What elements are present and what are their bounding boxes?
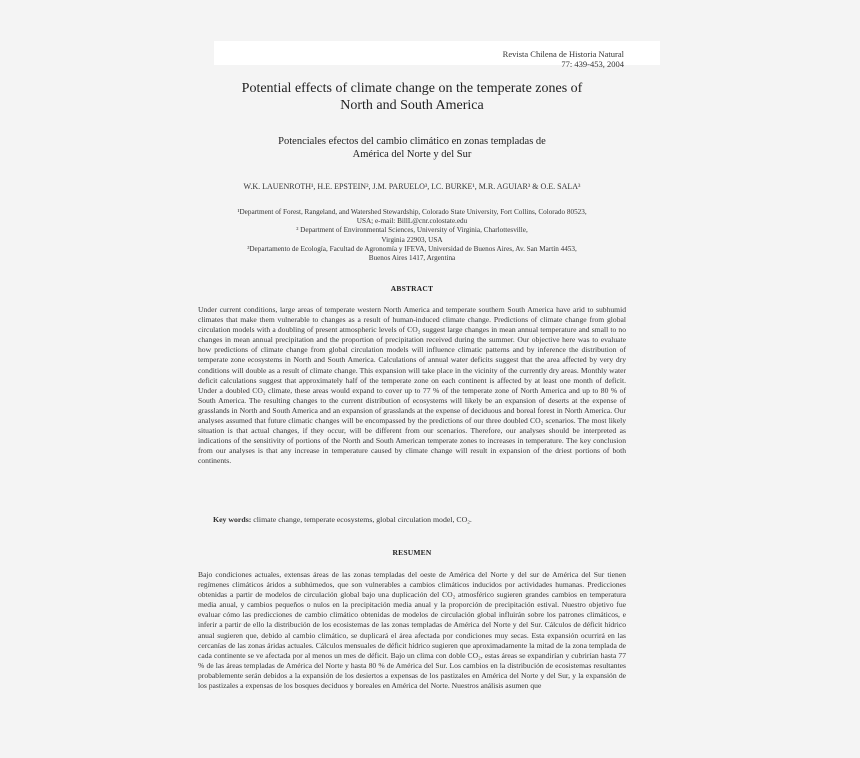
affiliation-line: ³Departamento de Ecología, Facultad de Agronomía y IFEVA, Universidad de Buenos Aires, Av. San Martín 4453, — [247, 244, 577, 253]
affiliations — [196, 208, 628, 263]
resumen-text: Bajo condiciones actuales, extensas áreas de las zonas templadas del oeste de América del Norte y del sur de América del Sur tienen regímenes climáticos áridos a subhúmedos, que son vulnerables a cambios climáticos inducidos por actividades humanas. Predicciones obtenidas a partir de modelos de circulación global bajo una duplicación del CO₂ atmosférico sugieren grandes cambios en temperatura media anual, y cambios pequeños o nulos en la precipitación media anual y la proporción de precipitación estival. Nuestro objetivo fue evaluar cómo las predicciones de cambio climático obtenidas de modelos de circulación global influirán sobre los patrones climáticos, e inferir a partir de ello la distribución de los ecosistemas de las zonas templadas de América del Norte y del Sur. Cálculos de déficit hídrico anual sugieren que, debido al cambio climático, se duplicará el área afectada por condiciones muy secas. Esta expansión ocurrirá en las cercanías de las zonas áridas actuales. Cálculos mensuales de déficit hídrico sugieren que aproximadamente la mitad de la zona templada de cada continente se ve afectada por al menos un mes de déficit. Bajo un clima con doble CO₂, estas áreas se expandirían y cubrirían hasta 77 % de las áreas templadas de América del Norte y hasta 80 % de América del Sur. Los cambios en la distribución de ecosistemas resultantes probablemente serán debidos a la expansión de los desiertos a expensas de los pastizales en América del Norte y del Sur, y la expansión de los pastizales a expensas de los bosques deciduos y boreales en América del Norte. Nuestros análisis asumen que — [198, 570, 626, 691]
affiliation-line: Buenos Aires 1417, Argentina — [368, 254, 456, 263]
paper-subtitle — [200, 135, 624, 161]
paper-subtitle-line: América del Norte y del Sur — [352, 149, 472, 160]
affiliation-line: ¹Department of Forest, Rangeland, and Watershed Stewardship, Colorado State University, Fort Collins, Colorado 80523, — [237, 208, 587, 216]
journal-header — [214, 41, 660, 69]
affiliation-line: ² Department of Environmental Sciences, University of Virginia, Charlottesville, — [296, 226, 528, 235]
paper-title-line: Potential effects of climate change on the temperate zones of — [241, 81, 583, 96]
keywords — [213, 515, 626, 525]
abstract-text: Under current conditions, large areas of temperate western North America and temperate southern South America have arid to subhumid climates that make them vulnerable to changes as a result of human-induced climate change. Predictions of climate change from global circulation models with a doubling of present atmospheric levels of CO₂ suggest large changes in mean annual temperature and small to no changes in mean annual precipitation and the proportion of precipitation received during the summer. Our objective here was to evaluate how predictions of climate change from global circulation models will influence climatic patterns and by inference the distribution of temperate zone ecosystems in North and South America. Calculations of annual water deficits suggest that the area affected by very dry conditions will double as a result of climate change. This expansion will take place in the vicinity of the currently dry areas. Monthly water deficit calculations suggest that approximately half of the temperate zone on each continent is affected by at least one month of deficit. Under a doubled CO₂ climate, these areas would expand to cover up to 77 % of the temperate zone of North America and up to 80 % of South America. The resulting changes to the current distribution of ecosystems will likely be an expansion of deserts at the expense of grasslands in North and South America and an expansion of grasslands at the expense of deciduous and boreal forest in North America. Our analyses assumed that future climatic changes will be encompassed by the predictions of our three doubled CO₂ scenarios. The most likely situation is that actual changes, if they occur, will be different from our scenarios. Therefore, our analyses should be interpreted as indications of the sensitivity of portions of the North and South American temperate zones to increases in temperature. The key conclusion from our analyses is that any increase in temperature caused by climate change will result in expansion of the driest portions of both continents. — [198, 305, 626, 466]
journal-citation — [503, 49, 624, 69]
abstract-heading: ABSTRACT — [390, 284, 434, 293]
affiliation-line: Virginia 22903, USA — [381, 235, 443, 244]
keywords-label: Key words: — [213, 515, 252, 524]
journal-name: Revista Chilena de Historia Natural — [502, 49, 624, 59]
resumen-heading: RESUMEN — [392, 548, 432, 557]
author-list: W.K. LAUENROTH¹, H.E. EPSTEIN², J.M. PARUELO³, I.C. BURKE¹, M.R. AGUIAR³ & O.E. SALA³ — [243, 182, 581, 191]
paper-subtitle-line: Potenciales efectos del cambio climático en zonas templadas de — [278, 136, 546, 147]
affiliation-line: USA; e-mail: BillL@cnr.colostate.edu — [356, 217, 468, 226]
keywords-text: climate change, temperate ecosystems, global circulation model, CO₂. — [253, 515, 472, 524]
paper-title-line: North and South America — [340, 98, 484, 113]
journal-volume: 77: 439-453, 2004 — [561, 59, 624, 69]
paper-title — [200, 80, 624, 114]
